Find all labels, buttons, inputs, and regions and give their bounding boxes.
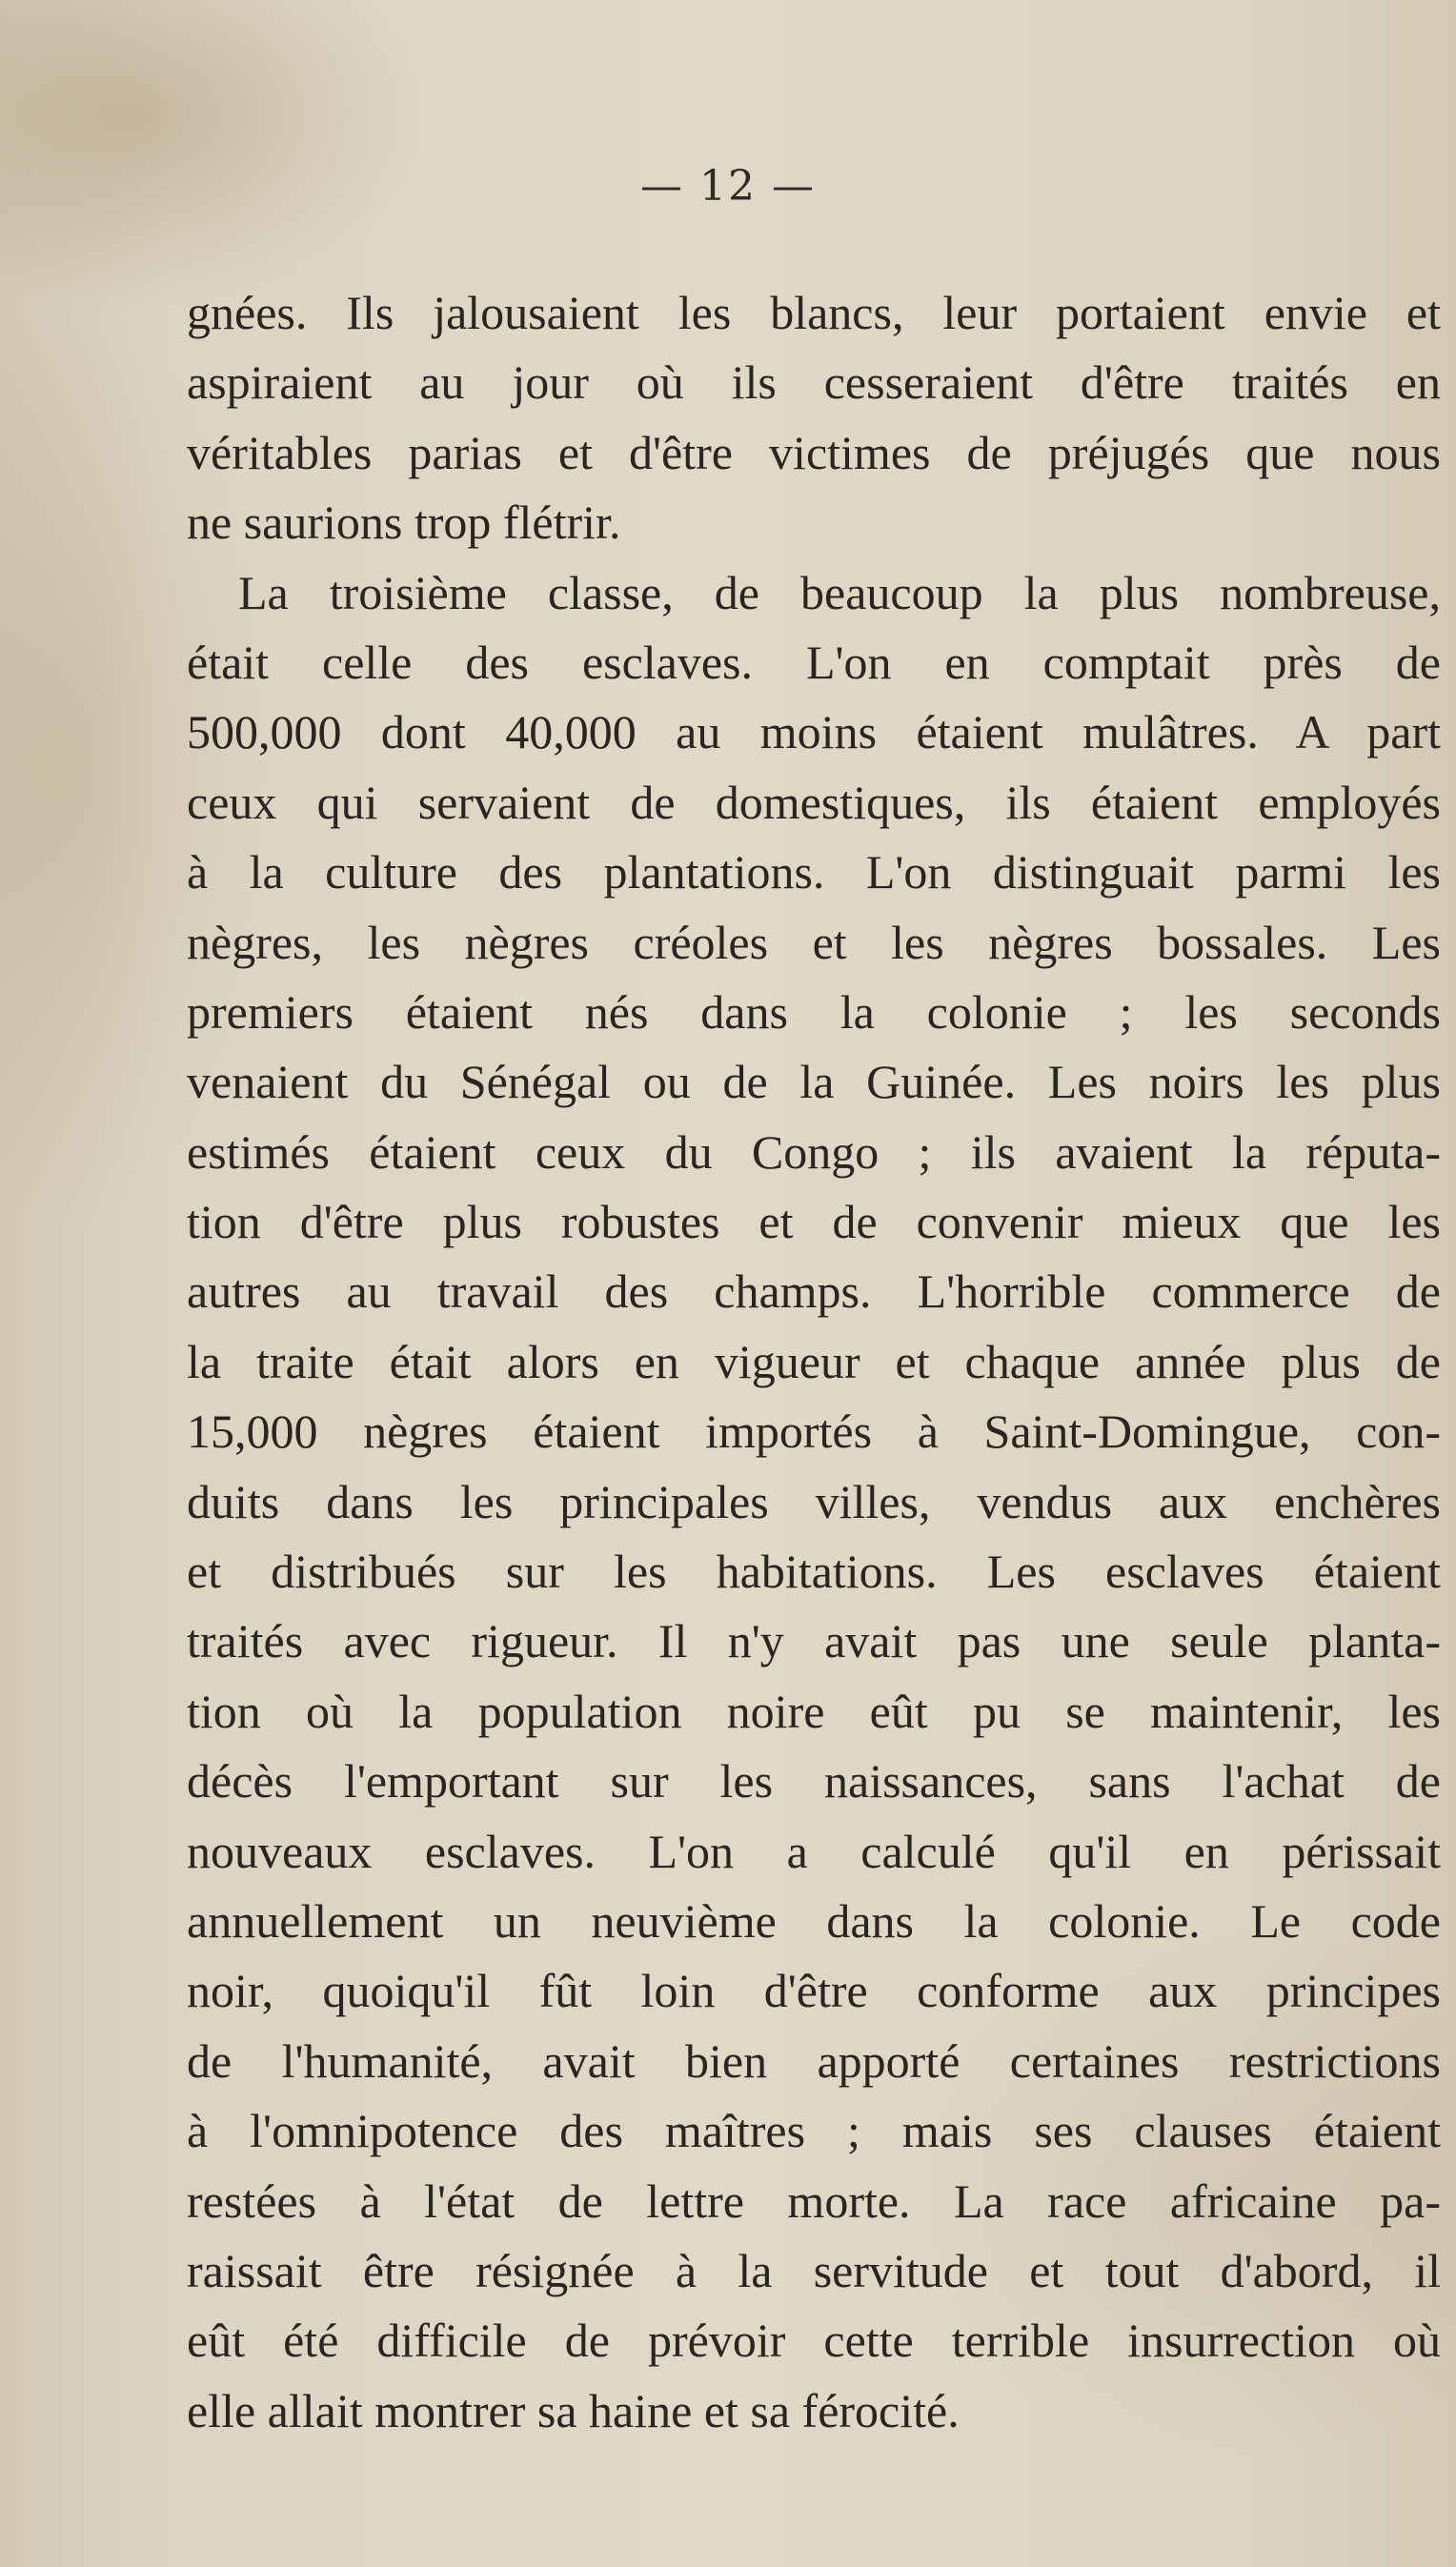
text-line: restées à l'état de lettre morte. La race africaine pa-	[187, 2173, 1441, 2228]
text-line: et distribués sur les habitations. Les esclaves étaient	[187, 1545, 1441, 1599]
text-line: de l'humanité, avait bien apporté certaines restrictions	[187, 2033, 1441, 2088]
text-line: à l'omnipotence des maîtres ; mais ses clauses étaient	[187, 2104, 1441, 2158]
text-line: annuellement un neuvième dans la colonie. Le code	[187, 1893, 1441, 1948]
page-number: — 12 —	[640, 162, 816, 211]
text-line: ne saurions trop flétrir.	[187, 495, 621, 550]
text-line: elle allait montrer sa haine et sa férocité.	[187, 2383, 960, 2437]
text-line: autres au travail des champs. L'horrible commerce de	[187, 1264, 1441, 1319]
text-line: estimés étaient ceux du Congo ; ils avaient la réputa-	[187, 1124, 1441, 1179]
text-line: eût été difficile de prévoir cette terrible insurrection où	[187, 2314, 1441, 2368]
text-line: 500,000 dont 40,000 au moins étaient mulâtres. A part	[187, 705, 1441, 759]
text-line: duits dans les principales villes, vendus aux enchères	[187, 1474, 1441, 1528]
text-line: nègres, les nègres créoles et les nègres bossales. Les	[187, 915, 1441, 969]
body-text	[187, 278, 1441, 2446]
text-line: raissait être résignée à la servitude et tout d'abord, il	[187, 2243, 1441, 2297]
text-line: noir, quoiqu'il fût loin d'être conforme aux principes	[187, 1964, 1441, 2018]
text-line: gnées. Ils jalousaient les blancs, leur portaient envie et	[187, 286, 1441, 339]
text-line: 15,000 nègres étaient importés à Saint-Domingue, con-	[187, 1405, 1441, 1459]
text-line: ceux qui servaient de domestiques, ils étaient employés	[187, 775, 1441, 829]
text-line: décès l'emportant sur les naissances, sans l'achat de	[187, 1754, 1441, 1809]
text-line: était celle des esclaves. L'on en comptait près de	[187, 635, 1441, 689]
text-line: à la culture des plantations. L'on distinguait parmi les	[187, 845, 1441, 899]
text-line: la traite était alors en vigueur et chaque année plus de	[187, 1334, 1441, 1388]
text-line: premiers étaient nés dans la colonie ; les seconds	[187, 984, 1441, 1039]
text-line: nouveaux esclaves. L'on a calculé qu'il en périssait	[187, 1824, 1441, 1878]
text-line: véritables parias et d'être victimes de préjugés que nous	[187, 425, 1441, 479]
text-line: venaient du Sénégal ou de la Guinée. Les noirs les plus	[187, 1055, 1441, 1109]
text-line: tion d'être plus robustes et de convenir mieux que les	[187, 1195, 1441, 1249]
text-line: tion où la population noire eût pu se maintenir, les	[187, 1684, 1441, 1738]
text-line: aspiraient au jour où ils cesseraient d'être traités en	[187, 355, 1441, 410]
paragraph-start-line: La troisième classe, de beaucoup la plus nombreuse,	[238, 565, 1441, 619]
text-line: traités avec rigueur. Il n'y avait pas une seule planta-	[187, 1614, 1441, 1668]
